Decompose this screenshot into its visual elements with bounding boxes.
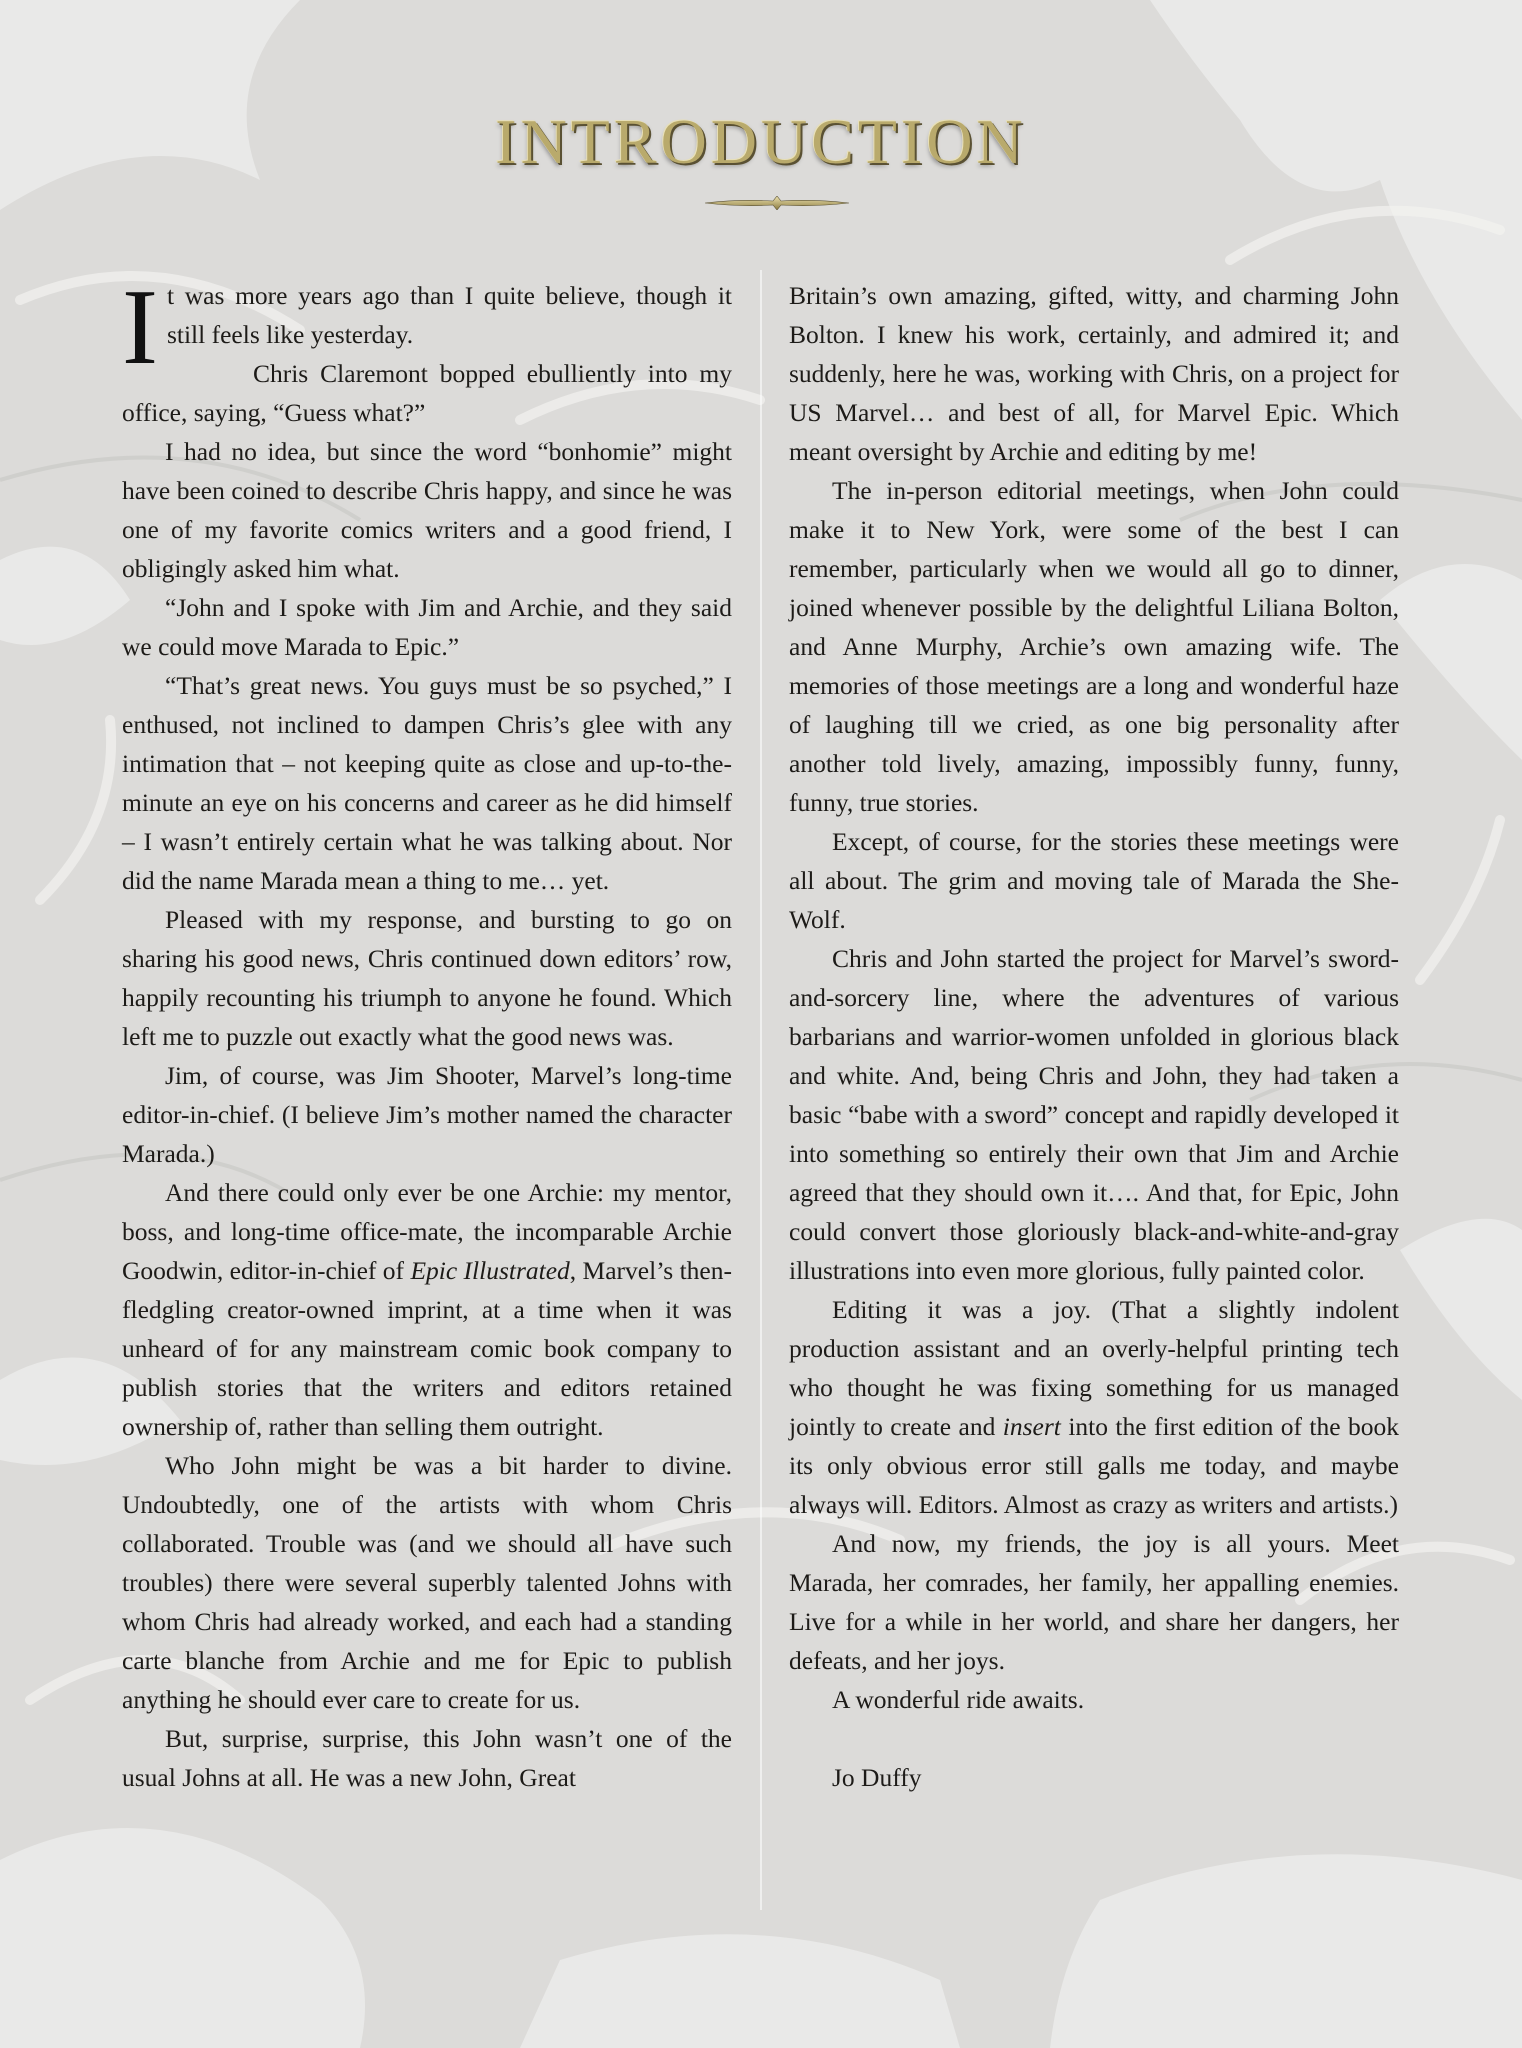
paragraph: Except, of course, for the stories these meetings were all about. The grim and moving tale of Marada the She-Wolf. <box>789 827 1399 934</box>
paragraph: The in-person editorial meetings, when John could make it to New York, were some of the best I can remember, particularly when we would all go to dinner, joined whenever possible by the delightful Liliana Bolton, and Anne Murphy, Archie’s own amazing wife. The memories of those meetings are a long and wonderful haze of laughing till we cried, as one big personality after another told lively, amazing, impossibly funny, funny, funny, true stories. <box>789 476 1399 817</box>
paragraph <box>122 268 732 387</box>
paragraph-text: And there could only ever be one Archie: my mentor, boss, and long-time office-mate, the incomparable Archie Goodwin, editor-in-chief of <box>122 1178 732 1285</box>
paragraph-text: , Marvel’s then-fledgling creator-owned imprint, at a time when it was unheard of for any mainstream comic book company to publish stories that the writers and editors retained ownership of, rather than selling them outright. <box>122 1256 732 1441</box>
column-divider <box>760 270 762 1910</box>
paragraph-text: into the first edition of the book its only obvious error still galls me today, and maybe always will. Editors. Almost as crazy as writers and artists.) <box>789 1412 1399 1519</box>
paragraph: A wonderful ride awaits. <box>832 1685 1085 1714</box>
paragraph: And now, my friends, the joy is all yours. Meet Marada, her comrades, her family, her appalling enemies. Live for a while in her world, and share her dangers, her defeats, and her joys. <box>789 1529 1399 1675</box>
left-column <box>122 268 732 1956</box>
paragraph: Pleased with my response, and bursting to go on sharing his good news, Chris continued down editors’ row, happily recounting his triumph to anyone he found. Which left me to puzzle out exactly what the good news was. <box>122 905 732 1051</box>
right-column <box>789 276 1399 1956</box>
paragraph: But, surprise, surprise, this John wasn’t one of the usual Johns at all. He was a new John, Great <box>122 1724 732 1792</box>
paragraph-text: t was more years ago than I quite believe, though it still feels like yesterday. <box>166 281 732 349</box>
drop-cap: I <box>122 268 158 387</box>
paragraph: Chris Claremont bopped ebulliently into my office, saying, “Guess what?” <box>122 359 732 427</box>
page-title: INTRODUCTION <box>495 106 1027 177</box>
paragraph: Who John might be was a bit harder to divine. Undoubtedly, one of the artists with whom Chris collaborated. Trouble was (and we should all have such troubles) there were several superbly talented Johns with whom Chris had already worked, and each had a standing carte blanche from Archie and me for Epic to publish anything he should ever care to create for us. <box>122 1451 732 1714</box>
paragraph <box>789 1290 1399 1524</box>
paragraph: “John and I spoke with Jim and Archie, and they said we could move Marada to Epic.” <box>122 593 732 661</box>
paragraph: Chris and John started the project for Marvel’s sword-and-sorcery line, where the adventures of various barbarians and warrior-women unfolded in glorious black and white. And, being Chris and John, they had taken a basic “babe with a sword” concept and rapidly developed it into something so entirely their own that Jim and Archie agreed that they should own it…. And that, for Epic, John could convert those gloriously black-and-white-and-gray illustrations into even more glorious, fully painted color. <box>789 944 1399 1285</box>
signature: Jo Duffy <box>832 1763 922 1792</box>
paragraph: Jim, of course, was Jim Shooter, Marvel’s long-time editor-in-chief. (I believe Jim’s mother named the character Marada.) <box>122 1061 732 1168</box>
emphasis: insert <box>1002 1412 1061 1441</box>
paragraph: I had no idea, but since the word “bonhomie” might have been coined to describe Chris happy, and since he was one of my favorite comics writers and a good friend, I obligingly asked him what. <box>122 437 732 583</box>
paragraph <box>122 1173 732 1446</box>
title-flourish <box>705 196 849 210</box>
paragraph-text: Editing it was a joy. (That a slightly indolent production assistant and an overly-helpful printing tech who thought he was fixing something for us managed jointly to create and <box>789 1295 1399 1441</box>
publication-title: Epic Illustrated <box>410 1256 570 1285</box>
paragraph: Britain’s own amazing, gifted, witty, and charming John Bolton. I knew his work, certainly, and admired it; and suddenly, here he was, working with Chris, on a project for US Marvel… and best of all, for Marvel Epic. Which meant oversight by Archie and editing by me! <box>789 281 1399 466</box>
paragraph: “That’s great news. You guys must be so psyched,” I enthused, not inclined to dampen Chris’s glee with any intimation that – not keeping quite as close and up-to-the-minute an eye on his concerns and career as he did himself – I wasn’t entirely certain what he was talking about. Nor did the name Marada mean a thing to me… yet. <box>122 671 732 895</box>
